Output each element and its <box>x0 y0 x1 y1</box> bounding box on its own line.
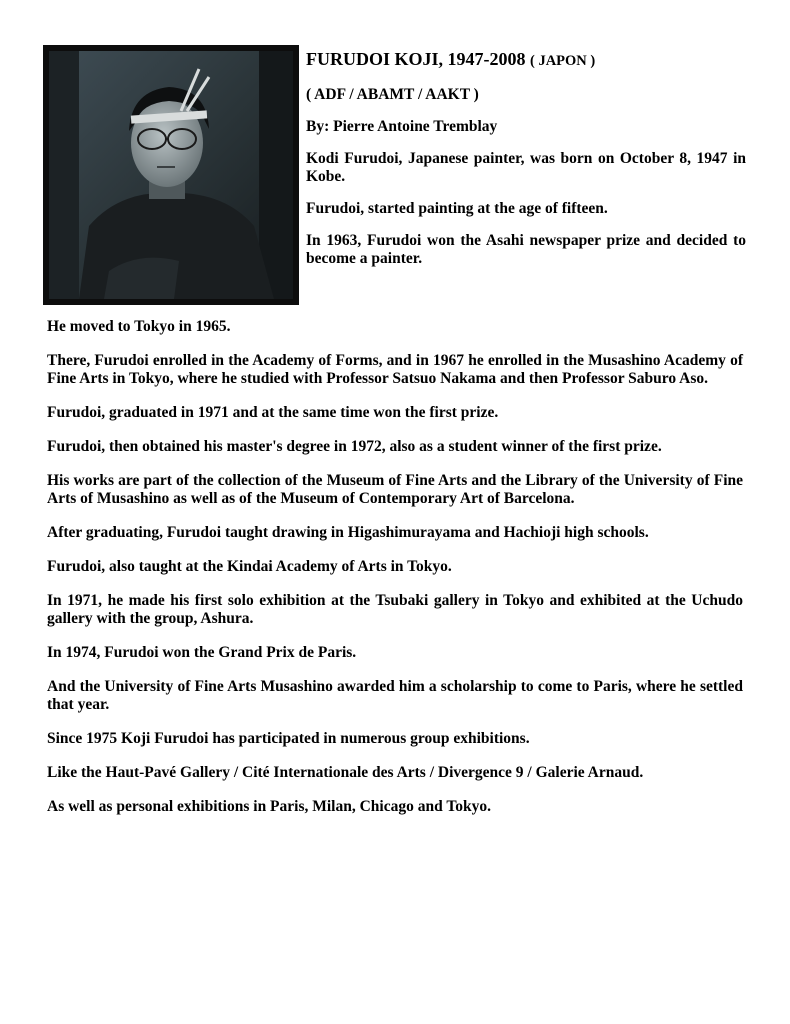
intro-paragraph: Kodi Furudoi, Japanese painter, was born on October 8, 1947 in Kobe. <box>306 150 746 185</box>
body-paragraph: There, Furudoi enrolled in the Academy of Forms, and in 1967 he enrolled in the Musashino Academy of Fine Arts in Tokyo, where he studied with Professor Satsuo Nakama and then Professor Saburo Aso. <box>47 352 743 387</box>
body-paragraph: Like the Haut-Pavé Gallery / Cité Internationale des Arts / Divergence 9 / Galerie Arnaud. <box>47 764 644 781</box>
title-country: ( JAPON ) <box>530 53 596 69</box>
body-paragraph: Since 1975 Koji Furudoi has participated in numerous group exhibitions. <box>47 730 530 747</box>
body-paragraph: He moved to Tokyo in 1965. <box>47 318 231 335</box>
page-title <box>306 48 746 72</box>
biography-body <box>47 318 743 832</box>
body-paragraph: Furudoi, also taught at the Kindai Academy of Arts in Tokyo. <box>47 558 452 575</box>
body-paragraph: As well as personal exhibitions in Paris, Milan, Chicago and Tokyo. <box>47 798 491 815</box>
body-paragraph: In 1971, he made his first solo exhibition at the Tsubaki gallery in Tokyo and exhibited at the Uchudo gallery with the group, Ashura. <box>47 592 743 627</box>
title-name: FURUDOI KOJI, 1947-2008 <box>306 49 526 69</box>
intro-paragraph: In 1963, Furudoi won the Asahi newspaper prize and decided to become a painter. <box>306 232 746 267</box>
byline: By: Pierre Antoine Tremblay <box>306 118 498 135</box>
body-paragraph: In 1974, Furudoi won the Grand Prix de Paris. <box>47 644 357 661</box>
body-paragraph: And the University of Fine Arts Musashino awarded him a scholarship to come to Paris, where he settled that year. <box>47 678 743 713</box>
portrait-photo <box>43 45 299 305</box>
body-paragraph: Furudoi, then obtained his master's degree in 1972, also as a student winner of the first prize. <box>47 438 662 455</box>
body-paragraph: After graduating, Furudoi taught drawing in Higashimurayama and Hachioji high schools. <box>47 524 649 541</box>
body-paragraph: Furudoi, graduated in 1971 and at the same time won the first prize. <box>47 404 499 421</box>
portrait-image <box>49 51 293 299</box>
affiliations: ( ADF / ABAMT / AAKT ) <box>306 86 479 103</box>
intro-paragraph: Furudoi, started painting at the age of fifteen. <box>306 200 608 217</box>
header-block <box>306 48 746 282</box>
body-paragraph: His works are part of the collection of the Museum of Fine Arts and the Library of the University of Fine Arts of Musashino as well as of the Museum of Contemporary Art of Barcelona. <box>47 472 743 507</box>
